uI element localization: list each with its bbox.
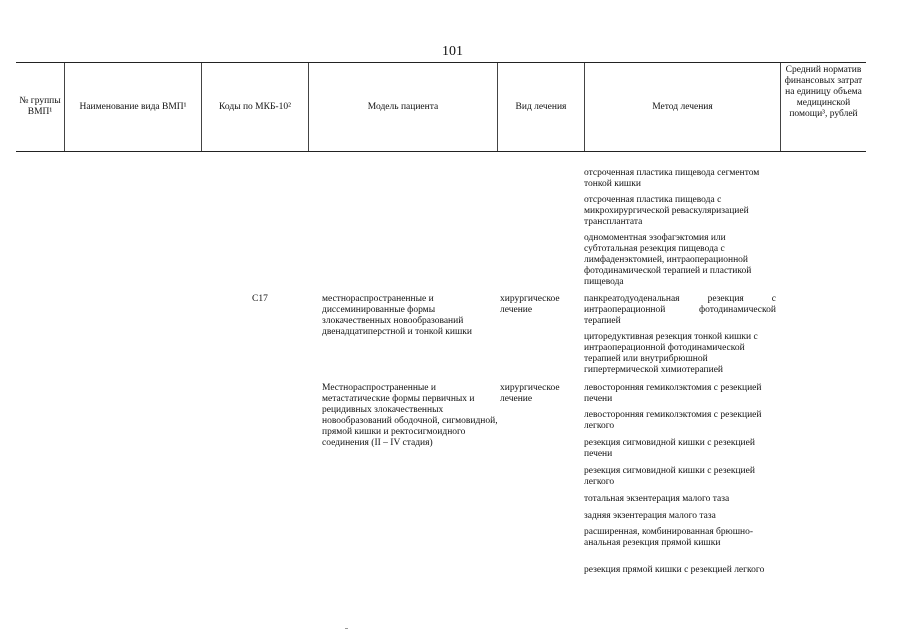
treatment-method-item: левосторонняя гемиколэктомия с резекцией печени — [584, 383, 762, 404]
treatment-method-item: отсроченная пластика пищевода сегментом тонкой кишки — [584, 168, 760, 189]
treatment-method-item: левосторонняя гемиколэктомия с резекцией легкого — [584, 410, 762, 431]
treatment-method-item: отсроченная пластика пищевода с микрохирургической реваскуляризацией трансплантата — [584, 195, 749, 227]
treatment-type-cell: хирургическое лечение — [500, 383, 560, 404]
page-number: 101 — [442, 44, 463, 59]
header-group-number: № группы ВМП¹ — [19, 96, 61, 117]
header-treatment-type: Вид лечения — [497, 63, 584, 151]
treatment-type-cell: хирургическое лечение — [500, 294, 560, 315]
treatment-method-item: резекция сигмовидной кишки с резекцией легкого — [584, 466, 755, 487]
header-treatment-method: Метод лечения — [584, 63, 780, 151]
treatment-method-item: циторедуктивная резекция тонкой кишки с интраоперационной фотодинамической терапией или внутрибрюшной гипертермической химиотерапией — [584, 332, 758, 375]
patient-model-cell: местнораспространенные и диссеминированные формы злокачественных новообразований двенадцатиперстной и тонкой кишки — [322, 294, 472, 337]
scan-mark — [345, 628, 348, 629]
header-average-cost: Средний норматив финансовых затрат на единицу объема медицинской помощи³, рублей — [780, 63, 866, 151]
treatment-method-item: резекция прямой кишки с резекцией легкого — [584, 565, 765, 575]
treatment-method-item: расширенная, комбинированная брюшно-анальная резекция прямой кишки — [584, 527, 754, 548]
treatment-method-item: резекция сигмовидной кишки с резекцией печени — [584, 438, 755, 459]
patient-model-cell: Местнораспространенные и метастатические формы первичных и рецидивных злокачественных новообразований ободочной, сигмовидной, прямой кишки и ректосигмоидного соединения (II – IV стадия) — [322, 383, 498, 448]
header-patient-model: Модель пациента — [308, 63, 497, 151]
header-vmp-name: Наименование вида ВМП¹ — [64, 63, 201, 151]
treatment-method-item: задняя экзентерация малого таза — [584, 511, 716, 521]
treatment-method-item: панкреатодуоденальная резекция с интраоперационной фотодинамической терапией — [584, 294, 776, 326]
treatment-method-item: одномоментная эзофагэктомия или субтотальная резекция пищевода с лимфаденэктомией, интраоперационной фотодинамической терапией и пластикой пищевода — [584, 233, 752, 287]
header-mkb-codes: Коды по МКБ-10² — [201, 63, 308, 151]
mkb-code-cell: C17 — [252, 294, 268, 304]
table-header — [16, 62, 866, 152]
treatment-method-item: тотальная экзентерация малого таза — [584, 494, 730, 504]
